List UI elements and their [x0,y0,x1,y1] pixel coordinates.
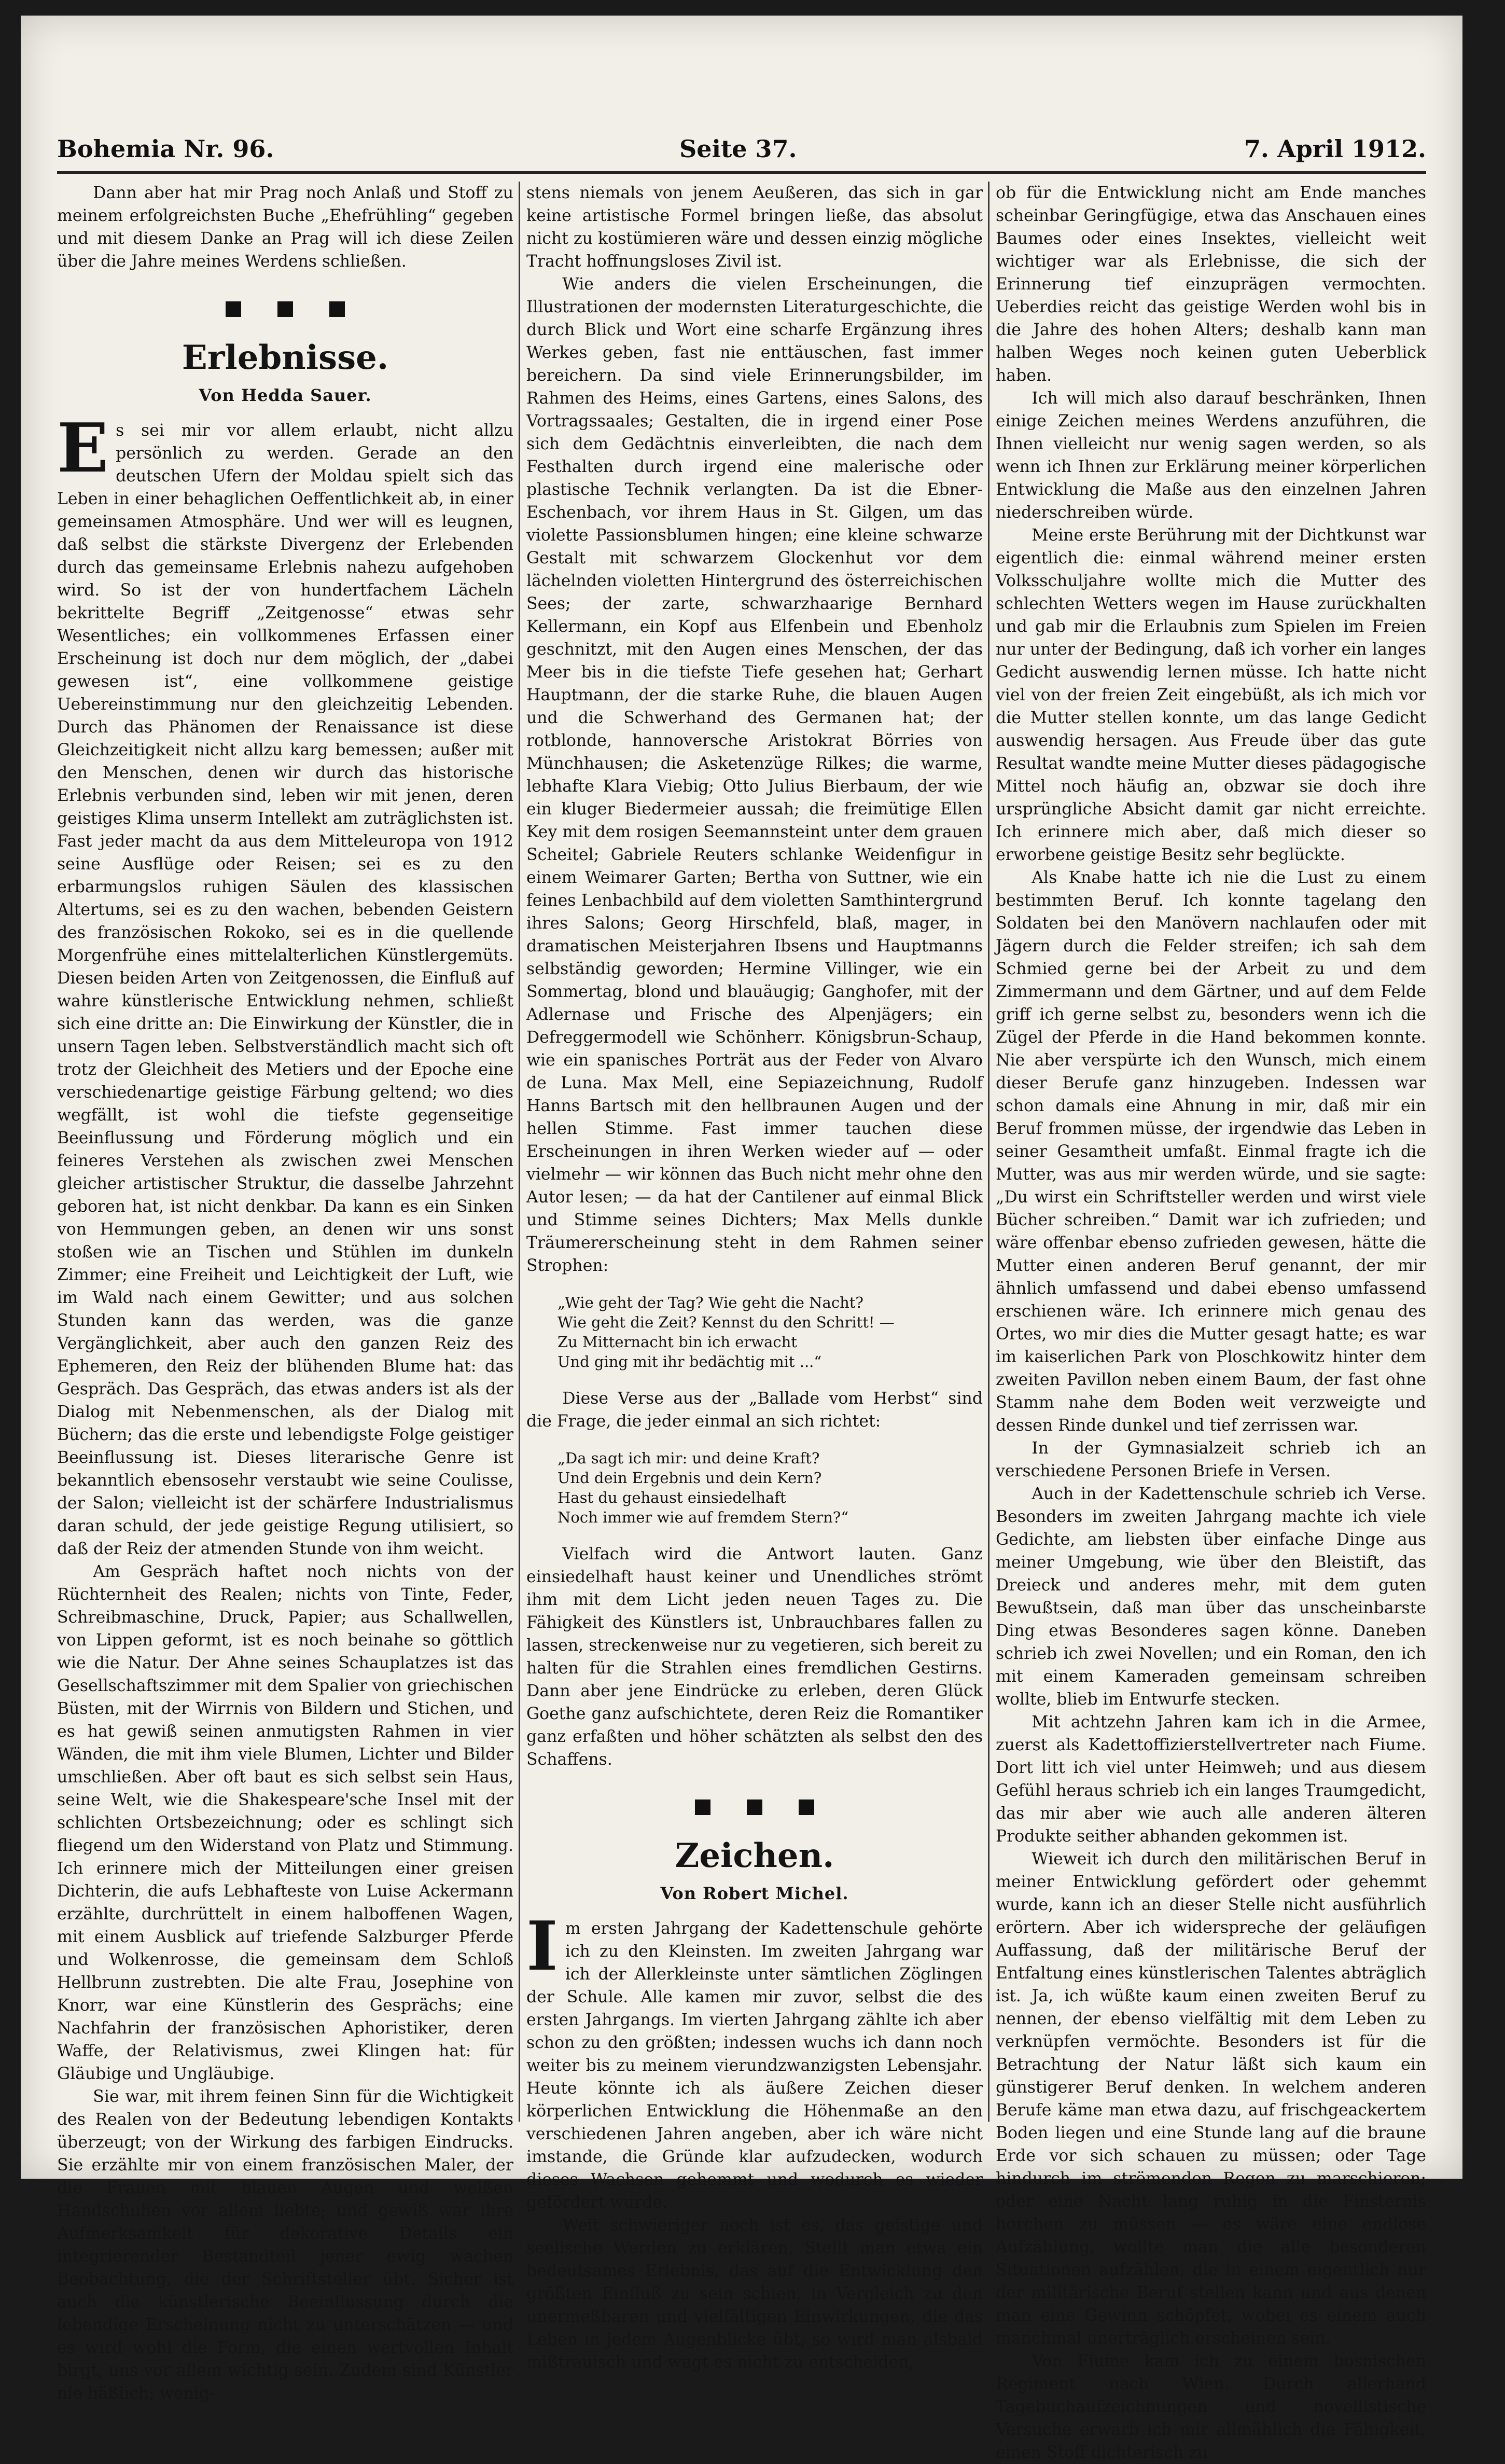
article-paragraph: Meine erste Berührung mit der Dichtkunst war eigentlich die: einmal während meiner ersten Volksschuljahre wollte mich die Mutter des schlechten Wetters wegen im Hause zurückhalten und gab mir die Erlaubnis zum Spielen im Freien nur unter der Bedingung, daß ich vorher ein langes Gedicht auswendig lernen müsse. Ich hatte nicht viel von der freien Zeit eingebüßt, als ich mich vor die Mutter stellen konnte, um das lange Gedicht auswendig hersagen. Aus Freude über das gute Resultat wandte meine Mutter dieses pädagogische Mittel noch häufig an, obzwar sie doch ihre ursprüngliche Absicht damit gar nicht erreichte. Ich erinnere mich aber, daß mich dieser so erworbene geistige Besitz sehr beglückte. [996,526,1426,864]
section-separator [526,1797,983,1820]
article-paragraph: Ich will mich also darauf beschränken, Ihnen einige Zeichen meines Werdens anzuführen, die Ihnen vielleicht nur wenig sagen werden, so als wenn ich Ihnen zur Erklärung meiner körperlichen Entwicklung die Maße aus den einzelnen Jahren niederschreiben würde. [996,389,1426,522]
newspaper-page [21,16,1462,2462]
article-paragraph: ob für die Entwicklung nicht am Ende manches scheinbar Geringfügige, etwa das Anschauen eines Baumes oder eines Insektes, vielleicht weit wichtiger war als Erlebnisse, die sich der Erinnerung tief einzuprägen vermochten. Ueberdies reicht das geistige Werden wohl bis in die Jahre des hohen Alters; deshalb kann man halben Weges noch keinen guten Ueberblick haben. [996,184,1426,385]
article-title: Erlebnisse. [182,338,389,377]
verse-line: Und dein Ergebnis und dein Kern? [558,1469,822,1487]
article-paragraph: Vielfach wird die Antwort lauten. Ganz einsiedelhaft haust keiner und Unendliches strömt ihm mit dem Licht jeden neuen Tages zu. Die Fähigkeit des Künstlers ist, Unbrauchbares fallen zu lassen, streckenweise nur zu vegetieren, sich bereit zu halten für die Strahlen eines fremdlichen Gestirns. Dann aber jene Eindrücke zu erleben, deren Glück Goethe ganz aufschichtete, deren Reiz die Romantiker ganz erfaßten und höher schätzten als selbst den des Schaffens. [526,1545,983,1769]
verse-line: Wie geht die Zeit? Kennst du den Schritt! — [558,1313,895,1331]
drop-cap: I [526,1906,558,1986]
article-paragraph: Sie war, mit ihrem feinen Sinn für die Wichtigkeit des Realen von der Bedeutung lebendigen Kontakts überzeugt; von der Wirkung des farbigen Eindrucks. Sie erzählte mir von einem französischen Maler, der die Frauen mit blauen Augen und weißen Handschuhen vor allem liebte; und gewiß war ihre Aufmerksamkeit für dekorative Details ein integrierender Bestandteil jener ewig wachen Beobachtung, die der Schriftsteller übt. Sicher ist auch die künstlerische Beeinflussung durch die lebendige Erscheinung nicht zu unterschätzen — und es wird wohl die Form, die einen wertvollen Inhalt birgt, uns vor allem wichtig sein. Zudem sind Künstler nie häßlich; wenig- [57,2087,513,2403]
verse-line: Hast du gehaust einsiedelhaft [558,1489,786,1506]
intro-paragraph: Dann aber hat mir Prag noch Anlaß und Stoff zu meinem erfolgreichsten Buche „Ehefrühling“ gegeben und mit diesem Danke an Prag will ich diese Zeilen über die Jahre meines Werdens schließen. [57,184,513,271]
article-paragraph: Weit schwieriger noch ist es, das geistige und seelische Werden zu erklären. Stellt man etwa ein bedeutsames Erlebnis, das auf die Entwicklung den größten Einfluß zu sein schien, in Vergleich zu den unermeßbaren und vielfältigen Einwirkungen, die das Leben in jedem Augenblicke übt, so wird man alsbald mißtrauisch und wagt es nicht zu entscheiden, [526,2216,983,2372]
verse-block-1 [526,1293,983,1372]
article-paragraph: Im ersten Jahrgang der Kadettenschule gehörte ich zu den Kleinsten. Im zweiten Jahrgang war ich der Allerkleinste unter sämtlichen Zöglingen der Schule. Alle kamen mir zuvor, selbst die des ersten Jahrgangs. Im vierten Jahrgang zählte ich aber schon zu den größten; indessen wuchs ich dann noch weiter bis zu meinem vierundzwanzigsten Lebensjahr. Heute könnte ich als äußere Zeichen dieser körperlichen Entwicklung die Höhenmaße an den verschiedenen Jahren angeben, aber ich wäre nicht imstande, die Gründe klar aufzudecken, wodurch dieses Wachsen gehemmt und wodurch es wieder gefördert wurde. [526,1906,983,2212]
verse-line: Zu Mitternacht bin ich erwacht [558,1333,797,1351]
verse-line: Noch immer wie auf fremdem Stern?“ [558,1508,849,1526]
article-paragraph: Es sei mir vor allem erlaubt, nicht allzu persönlich zu werden. Gerade an den deutschen Ufern der Moldau spielt sich das Leben in einer behaglichen Oeffentlichkeit ab, in einer gemeinsamen Atmosphäre. Und wer will es leugnen, daß selbst die stärkste Divergenz der Erlebenden durch das gemeinsame Erlebnis nahezu aufgehoben wird. So ist der von hundertfachem Lächeln bekrittelte Begriff „Zeitgenosse“ etwas sehr Wesentliches; ein vollkommenes Erfassen einer Erscheinung ist doch nur dem möglich, der „dabei gewesen ist“, eine vollkommene geistige Uebereinstimmung nur den gleichzeitig Lebenden. Durch das Phänomen der Renaissance ist diese Gleichzeitigkeit nicht allzu karg bemessen; außer mit den Menschen, denen wir durch das historische Erlebnis verbunden sind, leben wir mit jenen, deren geistiges Klima unserm Intellekt am zuträglichsten ist. Fast jeder macht da aus dem Mitteleuropa von 1912 seine Ausflüge oder Reisen; sei es zu den erbarmungslos ruhigen Säulen des klassischen Altertums, sei es zu den wachen, bebenden Geistern des französischen Rokoko, sei es in die quellende Morgenfrühe eines mittelalterlichen Künstlergemüts. Diesen beiden Arten von Zeitgenossen, die Einfluß auf wahre künstlerische Entwicklung nehmen, schließt sich eine dritte an: Die Einwirkung der Künstler, die in unsern Tagen leben. Selbstverständlich macht sich oft trotz der Gleichheit des Metiers und der Epoche eine verschiedenartige geistige Färbung geltend; wo dies wegfällt, ist wohl die tiefste gegenseitige Beeinflussung und Förderung möglich und ein feineres Verstehen als zwischen zwei Menschen gleicher artistischer Struktur, die dasselbe Jahrzehnt geboren hat, ist nicht denkbar. Da kann es ein Sinken von Hemmungen geben, an denen wir uns sonst stoßen wie an Tischen und Stühlen im dunkeln Zimmer; eine Freiheit und Leichtigkeit der Luft, wie im Wald nach einem Gewitter; und aus solchen Stunden kann das werden, was die ganze Vergänglichkeit, aber auch den ganzen Reiz des Ephemeren, den Reiz der blühenden Blume hat: das Gespräch. Das Gespräch, das etwas anders ist als der Dialog mit Nebenmenschen, als der Dialog mit Büchern; das die erste und lebendigste Folge geistiger Beeinflussung ist. Dieses literarische Genre ist bekanntlich ebensosehr verstaubt wie seine Coulisse, der Salon; vielleicht ist der schärfere Industrialismus daran schuld, der jede geistige Regung utilisiert, so daß der Reiz der atmenden Stunde von ihm weicht. [57,408,513,1558]
column-1 [57,182,513,2403]
column-divider-1 [519,182,520,2122]
verse-line: „Wie geht der Tag? Wie geht die Nacht? [558,1294,863,1311]
article-paragraph: Wieweit ich durch den militärischen Beruf in meiner Entwicklung gefördert oder gehemmt wurde, kann ich an dieser Stelle nicht ausführlich erörtern. Aber ich widerspreche der geläufigen Auffassung, daß der militärische Beruf der Entfaltung eines künstlerischen Talentes abträglich ist. Ja, ich wüßte kaum einen zweiten Beruf zu nennen, der ebenso vielfältig mit dem Leben zu verknüpfen vermöchte. Besonders ist für die Betrachtung der Natur läßt sich kaum ein günstigerer Beruf denken. In welchem anderen Berufe käme man etwa dazu, auf frischgeackertem Boden liegen und eine Stunde lang auf die braune Erde vor sich schauen zu müssen; oder Tage hindurch im strömenden Regen zu marschieren; oder eine Nacht lang ruhig in die Finsternis horchen zu müssen — es wäre eine endlose Aufzählung, wollte man die alle besonderen Situationen aufzählen, die in einem eigentlich nur der militärische Beruf stellen kann und aus denen man eine Gewinn schöpfet, wobei es einem auch manchmal unerträglich erscheinen sein. [996,1850,1426,2348]
header-rule [57,171,1426,174]
article-paragraph: stens niemals von jenem Aeußeren, das sich in gar keine artistische Formel bringen ließe, das absolut nicht zu kostümieren wäre und dessen einzig mögliche Tracht hoffnungsloses Zivil ist. [526,184,983,271]
article-byline: Von Robert Michel. [660,1884,849,1903]
article-byline: Von Hedda Sauer. [199,385,372,405]
column-2 [526,182,983,2372]
column-divider-2 [988,182,990,2122]
verse-block-2 [526,1448,983,1527]
header-date: 7. April 1912. [1244,135,1426,163]
article-paragraph: In der Gymnasialzeit schrieb ich an verschiedene Personen Briefe in Versen. [996,1439,1426,1480]
article-title: Zeichen. [675,1836,834,1875]
article-paragraph: Mit achtzehn Jahren kam ich in die Armee, zuerst als Kadettoffizierstellvertreter nach Fiume. Dort litt ich viel unter Heimweh; und aus diesem Gefühl heraus schrieb ich ein langes Traumgedicht, das mir aber wie auch alle anderen älteren Produkte seither abhanden gekommen ist. [996,1713,1426,1846]
page-header [57,119,1426,166]
section-separator [57,299,513,322]
verse-line: „Da sagt ich mir: und deine Kraft? [558,1449,820,1467]
article-paragraph: Wie anders die vielen Erscheinungen, die Illustrationen der modernsten Literaturgeschichte, die durch Blick und Wort eine scharfe Ergänzung ihres Werkes geben, fast nie enttäuschen, fast immer bereichern. Da sind viele Erinnerungsbilder, im Rahmen des Heims, eines Gartens, eines Salons, des Vortragssaales; Gestalten, die in irgend einer Pose sich dem Gedächtnis einverleibten, die nach dem Festhalten durch irgend eine malerische oder plastische Technik verlangten. Da ist die Ebner-Eschenbach, vor ihrem Haus in St. Gilgen, um das violette Passionsblumen hingen; eine kleine schwarze Gestalt mit schwarzem Glockenhut vor dem lächelnden violetten Hintergrund des österreichischen Sees; der zarte, schwarzhaarige Bernhard Kellermann, ein Kopf aus Elfenbein und Ebenholz geschnitzt, mit den Augen eines Menschen, der das Meer bis in die tiefste Tiefe gesehen hat; Gerhart Hauptmann, der die starke Ruhe, die blauen Augen und die Schwerhand des Germanen hat; der rotblonde, hannoversche Aristokrat Börries von Münchhausen; die Asketenzüge Rilkes; die warme, lebhafte Klara Viebig; Otto Julius Bierbaum, der wie ein kluger Biedermeier aussah; die freimütige Ellen Key mit dem rosigen Seemannsteint unter dem grauen Scheitel; Gabriele Reuters schlanke Weidenfigur in einem Weimarer Garten; Bertha von Suttner, wie ein feines Lenbachbild auf dem violetten Samthintergrund ihres Salons; Georg Hirschfeld, blaß, mager, in dramatischen Meisterjahren Ibsens und Hauptmanns selbständig geworden; Hermine Villinger, wie ein Sommertag, blond und blauäugig; Ganghofer, mit der Adlernase und Frische des Alpenjägers; ein Defreggermodell wie Schönherr. Königsbrun-Schaup, wie ein spanisches Porträt aus der Feder von Alvaro de Luna. Max Mell, eine Sepiazeichnung, Rudolf Hanns Bartsch mit den hellbraunen Augen und der hellen Stimme. Fast immer tauchen diese Erscheinungen in ihren Werken wieder auf — oder vielmehr — wir können das Buch nicht mehr ohne den Autor lesen; — da hat der Cantilener auf einmal Blick und Stimme seines Dichters; Max Mells dunkle Träumererscheinung steht in dem Rahmen seiner Strophen: [526,275,983,1275]
article-paragraph: Als Knabe hatte ich nie die Lust zu einem bestimmten Beruf. Ich konnte tagelang den Soldaten bei den Manövern nachlaufen oder mit Jägern durch die Felder streifen; ich sah dem Schmied gerne bei der Arbeit zu und dem Zimmermann und dem Gärtner, und auf dem Felde griff ich gerne selbst zu, besonders wenn ich die Zügel der Pferde in die Hand bekommen konnte. Nie aber verspürte ich den Wunsch, mich einem dieser Berufe ganz hinzugeben. Indessen war schon damals eine Ahnung in mir, daß mir ein Beruf frommen müsse, der irgendwie das Leben in seiner Gesamtheit umfaßt. Einmal fragte ich die Mutter, was aus mir werden würde, und sie sagte: „Du wirst ein Schriftsteller werden und wirst viele Bücher schreiben.“ Damit war ich zufrieden; und wäre offenbar ebenso zufrieden gewesen, hätte die Mutter einen anderen Beruf genannt, der mir ähnlich umfassend und dabei ebenso umfassend erschienen wäre. Ich erinnere mich genau des Ortes, wo mir dies die Mutter gesagt hatte; es war im kaiserlichen Park von Ploschkowitz hinter dem zweiten Pavillon neben einem Baum, der fast ohne Stamm nahe dem Boden weit verzweigte und dessen Rinde dunkel und tief zerrissen war. [996,868,1426,1435]
article-paragraph: Auch in der Kadettenschule schrieb ich Verse. Besonders im zweiten Jahrgang machte ich viele Gedichte, am liebsten über einfache Dinge aus meiner Umgebung, wie über den Bleistift, das Dreieck und anderes mehr, mit dem guten Bewußtsein, daß man über das unscheinbarste Ding etwas Besonderes sagen könne. Daneben schrieb ich zwei Novellen; und ein Roman, den ich mit einem Kameraden gemeinsam schreiben wollte, blieb im Entwurfe stecken. [996,1485,1426,1709]
article-paragraph: Von Fiume kam ich zu einem bosnischen Regiment nach Wien. Durch allerhand Tagebuchaufzeichnungen und novellistische Versuche erwarb ich mir allmählich die Fähigkeit, einen Stoff dichterisch zu [996,2352,1426,2462]
header-publication: Bohemia Nr. 96. [57,135,274,163]
article-paragraph: Am Gespräch haftet noch nichts von der Rüchternheit des Realen; nichts von Tinte, Feder, Schreibmaschine, Druck, Papier; aus Schallwellen, von Lippen geformt, ist es noch beinahe so göttlich wie die Natur. Der Ahne seines Schauplatzes ist das Gesellschaftszimmer mit dem Spalier von griechischen Büsten, mit der Wirrnis von Bildern und Stichen, und es hat gewiß seinen anmutigsten Rahmen in vier Wänden, die mit ihm viele Blumen, Lichter und Bilder umschließen. Aber oft baut es sich selbst sein Haus, seine Welt, wie die Shakespeare'sche Insel mit der schlichten Ortsbezeichnung; oder es schlingt sich fliegend um den Widerstand von Platz und Stimmung. Ich erinnere mich der Mitteilungen einer greisen Dichterin, die aufs Lebhafteste von Luise Ackermann erzählte, durchrüttelt in einem halboffenen Wagen, mit einem Ausblick auf triefende Salzburger Pferde und Wolkenrosse, die gemeinsam dem Schloß Hellbrunn zustrebten. Die alte Frau, Josephine von Knorr, war eine Künstlerin des Gesprächs; eine Nachfahrin der französischen Aphoristiker, deren Waffe, der Relativismus, zwei Klingen hat: für Gläubige und Ungläubige. [57,1562,513,2083]
verse-line: Und ging mit ihr bedächtig mit ...“ [558,1353,822,1371]
header-page-number: Seite 37. [679,135,797,163]
column-3 [996,182,1426,2462]
drop-cap: E [57,408,109,488]
article-paragraph: Diese Verse aus der „Ballade vom Herbst“ sind die Frage, die jeder einmal an sich richtet: [526,1389,983,1431]
